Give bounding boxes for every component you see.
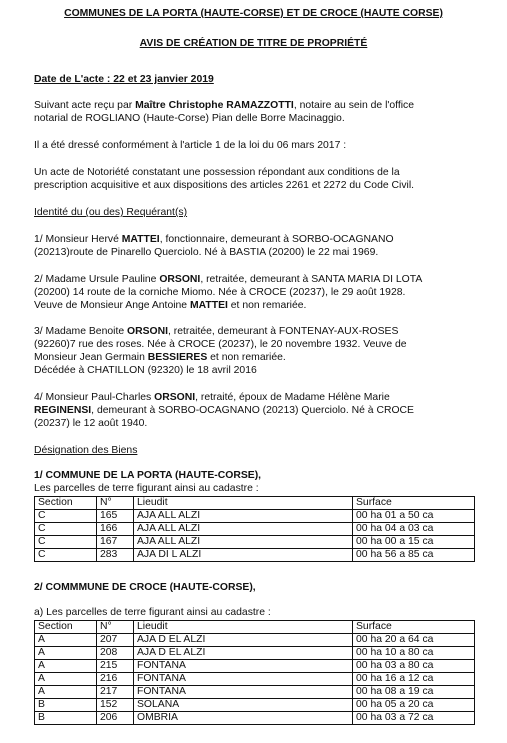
table-row	[35, 647, 475, 660]
cell-lieudit: FONTANA	[134, 686, 353, 699]
table-header-row	[35, 497, 475, 510]
requerant-4-line-2: REGINENSI, demeurant à SORBO-OCAGNANO (20213) Querciolo. Né à CROCE	[34, 405, 414, 416]
table-row	[35, 549, 475, 562]
table-row	[35, 536, 475, 549]
cell-section: C	[35, 549, 97, 562]
cell-section: A	[35, 660, 97, 673]
cell-surface: 00 ha 05 a 20 ca	[353, 699, 475, 712]
requerant-3-line-4: Décédée à CHATILLON (92320) le 18 avril 2016	[34, 365, 257, 376]
requerant-4-line-3: (20237) le 12 août 1940.	[34, 418, 148, 429]
cell-numero: 167	[97, 536, 134, 549]
cell-lieudit: AJA ALL ALZI	[134, 536, 353, 549]
cell-section: A	[35, 634, 97, 647]
col-header-section: Section	[35, 497, 97, 510]
requerants-title: Identité du (ou des) Requérant(s)	[34, 207, 188, 218]
cell-surface: 00 ha 00 a 15 ca	[353, 536, 475, 549]
table-row	[35, 699, 475, 712]
cell-surface: 00 ha 56 a 85 ca	[353, 549, 475, 562]
cell-lieudit: AJA D EL ALZI	[134, 647, 353, 660]
col-header-numero: N°	[97, 621, 134, 634]
commune-1-title: 1/ COMMUNE DE LA PORTA (HAUTE-CORSE),	[34, 470, 262, 481]
cell-surface: 00 ha 10 a 80 ca	[353, 647, 475, 660]
table-row	[35, 634, 475, 647]
requerant-4-line-1: 4/ Monsieur Paul-Charles ORSONI, retraité, époux de Madame Hélène Marie	[34, 392, 390, 403]
notary-name: Maître Christophe RAMAZZOTTI	[135, 100, 294, 111]
requerant-2-line-3: Veuve de Monsieur Ange Antoine MATTEI et non remariée.	[34, 300, 307, 311]
document-subtitle: AVIS DE CRÉATION DE TITRE DE PROPRIÉTÉ	[139, 38, 368, 49]
cell-lieudit: OMBRIA	[134, 712, 353, 725]
requerant-3-line-3: Monsieur Jean Germain BESSIERES et non remariée.	[34, 352, 286, 363]
intro-line-1: Suivant acte reçu par Maître Christophe RAMAZZOTTI, notaire au sein de l'office	[34, 100, 415, 111]
cell-surface: 00 ha 08 a 19 ca	[353, 686, 475, 699]
cell-numero: 208	[97, 647, 134, 660]
commune-2-subtitle: a) Les parcelles de terre figurant ainsi au cadastre :	[34, 607, 271, 618]
cell-section: C	[35, 510, 97, 523]
requerant-3-line-1: 3/ Madame Benoite ORSONI, retraitée, demeurant à FONTENAY-AUX-ROSES	[34, 326, 399, 337]
commune-2-table	[34, 620, 475, 725]
table-row	[35, 523, 475, 536]
cell-numero: 166	[97, 523, 134, 536]
cell-lieudit: AJA D EL ALZI	[134, 634, 353, 647]
col-header-section: Section	[35, 621, 97, 634]
cell-section: A	[35, 647, 97, 660]
col-header-lieudit: Lieudit	[134, 497, 353, 510]
cell-numero: 217	[97, 686, 134, 699]
cell-section: B	[35, 699, 97, 712]
col-header-lieudit: Lieudit	[134, 621, 353, 634]
cell-numero: 207	[97, 634, 134, 647]
notoriete-line-1: Un acte de Notoriété constatant une possession répondant aux conditions de la	[34, 167, 400, 178]
date-acte: Date de L'acte : 22 et 23 janvier 2019	[34, 74, 214, 85]
cell-numero: 216	[97, 673, 134, 686]
requerant-2-line-1: 2/ Madame Ursule Pauline ORSONI, retraitée, demeurant à SANTA MARIA DI LOTA	[34, 274, 423, 285]
cell-numero: 283	[97, 549, 134, 562]
article-line: Il a été dressé conformément à l'article 1 de la loi du 06 mars 2017 :	[34, 140, 347, 151]
cell-surface: 00 ha 20 a 64 ca	[353, 634, 475, 647]
table-row	[35, 712, 475, 725]
cell-surface: 00 ha 03 a 72 ca	[353, 712, 475, 725]
table-row	[35, 510, 475, 523]
cell-numero: 206	[97, 712, 134, 725]
intro-line-2: notarial de ROGLIANO (Haute-Corse) Pian delle Borre Macinaggio.	[34, 113, 345, 124]
table-header-row	[35, 621, 475, 634]
commune-1-table	[34, 496, 475, 562]
col-header-surface: Surface	[353, 497, 475, 510]
table-row	[35, 686, 475, 699]
cell-lieudit: AJA ALL ALZI	[134, 523, 353, 536]
table-row	[35, 673, 475, 686]
cell-surface: 00 ha 01 a 50 ca	[353, 510, 475, 523]
col-header-surface: Surface	[353, 621, 475, 634]
cell-surface: 00 ha 04 a 03 ca	[353, 523, 475, 536]
commune-1-subtitle: Les parcelles de terre figurant ainsi au cadastre :	[34, 483, 259, 494]
cell-lieudit: FONTANA	[134, 673, 353, 686]
cell-lieudit: FONTANA	[134, 660, 353, 673]
requerant-1-line-1: 1/ Monsieur Hervé MATTEI, fonctionnaire, demeurant à SORBO-OCAGNANO	[34, 234, 394, 245]
cell-numero: 152	[97, 699, 134, 712]
biens-title: Désignation des Biens	[34, 445, 138, 456]
col-header-numero: N°	[97, 497, 134, 510]
cell-section: B	[35, 712, 97, 725]
cell-section: C	[35, 536, 97, 549]
requerant-2-line-2: (20200) 14 route de la corniche Miomo. Née à CROCE (20237), le 29 août 1928.	[34, 287, 406, 298]
commune-2-title: 2/ COMMMUNE DE CROCE (HAUTE-CORSE),	[34, 582, 256, 593]
cell-numero: 215	[97, 660, 134, 673]
cell-lieudit: AJA DI L ALZI	[134, 549, 353, 562]
document-title: COMMUNES DE LA PORTA (HAUTE-CORSE) ET DE CROCE (HAUTE CORSE)	[64, 8, 443, 19]
cell-surface: 00 ha 03 a 80 ca	[353, 660, 475, 673]
cell-section: C	[35, 523, 97, 536]
cell-lieudit: AJA ALL ALZI	[134, 510, 353, 523]
cell-lieudit: SOLANA	[134, 699, 353, 712]
requerant-1-line-2: (20213)route de Pinarello Querciolo. Né à BASTIA (20200) le 22 mai 1969.	[34, 247, 379, 258]
cell-numero: 165	[97, 510, 134, 523]
cell-surface: 00 ha 16 a 12 ca	[353, 673, 475, 686]
cell-section: A	[35, 686, 97, 699]
table-row	[35, 660, 475, 673]
requerant-3-line-2: (92260)7 rue des roses. Née à CROCE (20237), le 20 novembre 1932. Veuve de	[34, 339, 407, 350]
notoriete-line-2: prescription acquisitive et aux dispositions des articles 2261 et 2272 du Code Civil.	[34, 180, 415, 191]
cell-section: A	[35, 673, 97, 686]
